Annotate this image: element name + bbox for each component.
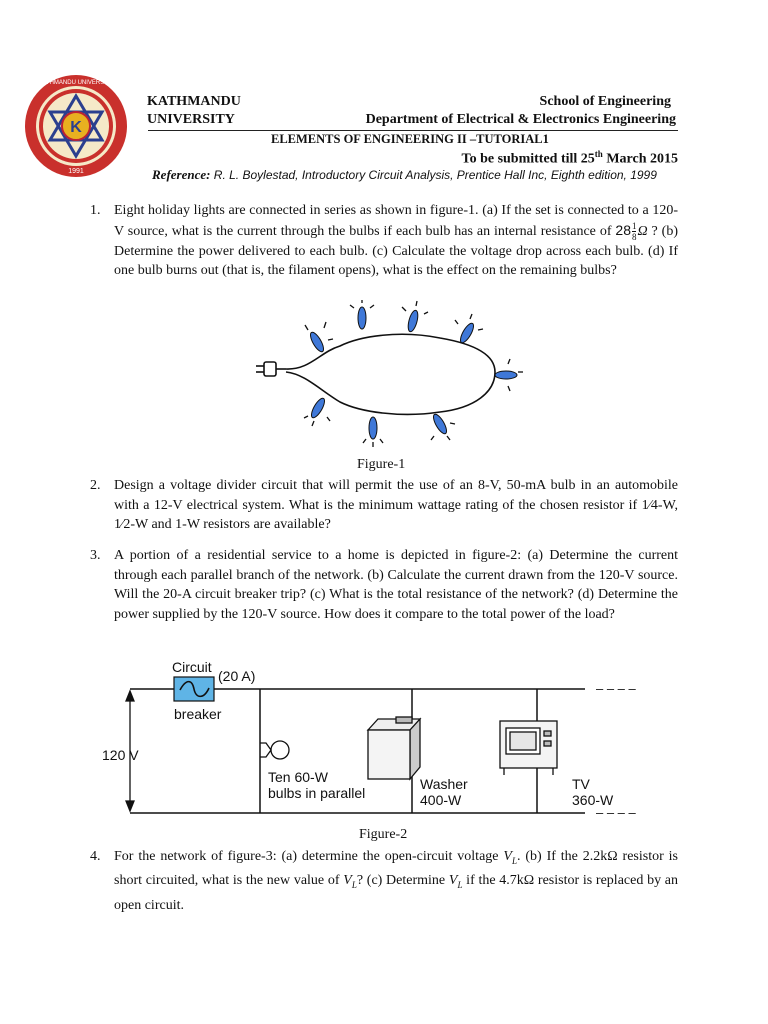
course-title: ELEMENTS OF ENGINEERING II –TUTORIAL1 — [271, 132, 549, 146]
tv-label-2: 360-W — [572, 792, 614, 808]
question-1: 1. Eight holiday lights are connected in series as shown in figure-1. (a) If the set is connected to a 120-V source, what is the current through the bulbs if each bulb has an internal resistance of 28 $\frac{1}{8}$ Ω ? (b) Determine the power delivered to each bulb. (c) Calculate the voltage drop across each bulb. (d) If one bulb burns out (that is, the filament opens), what is the effect on the remaining bulbs? — [90, 203, 678, 279]
header-divider — [148, 130, 678, 131]
logo-text-top: KATHMANDU UNIVERSITY — [38, 80, 114, 86]
university-name-line1: KATHMANDU — [147, 94, 241, 109]
tv-label-1: TV — [572, 776, 590, 792]
question-3: 3. A portion of a residential service to a home is depicted in figure-2: (a) Determine the current through each parallel branch of the network. (b) Calculate the current drawn from the 120-V source. Will the 20-A circuit breaker trip? (c) What is the total resistance of the network? (d) Determine the power supplied by the 120-V source. How does it compare to the total power of the load? — [90, 548, 678, 622]
breaker-label-bottom: breaker — [174, 706, 222, 722]
bulbs-label-1: Ten 60-W — [268, 769, 328, 785]
bottom-wire-continuation: – – – – — [596, 805, 636, 820]
bulbs-label-2: bulbs in parallel — [268, 785, 366, 801]
figure-1-caption: Figure-1 — [357, 457, 406, 472]
question-4: 4. For the network of figure-3: (a) determine the open-circuit voltage $V_L$. (b) If the 2.2kΩ resistor is short circuited, what is the new value of $V_L$? (c) Determine $V_L$ if the 4.7kΩ resistor is replaced by an open circuit. — [90, 849, 679, 913]
university-logo — [22, 72, 130, 180]
reference-line: Reference: R. L. Boylestad, Introductory Circuit Analysis, Prentice Hall Inc, Eighth edition, 1999 — [152, 167, 657, 182]
logo-text-bottom: 1991 — [68, 168, 84, 175]
source-voltage: 120 V — [102, 747, 139, 763]
submission-date: To be submitted till 25th March 2015 — [461, 149, 678, 167]
washer-label-2: 400-W — [420, 792, 462, 808]
breaker-rating: (20 A) — [218, 668, 256, 684]
university-name-line2: UNIVERSITY — [147, 112, 235, 127]
figure-2-residential-circuit — [100, 655, 660, 825]
figure-1-holiday-lights — [250, 300, 530, 450]
figure-2-caption: Figure-2 — [359, 827, 408, 842]
question-2: 2. Design a voltage divider circuit that will permit the use of an 8-V, 50-mA bulb in an automobile with a 12-V electrical system. What is the minimum wattage rating of the chosen resistor if 1⁄4-W, 1⁄2-W and 1-W resistors are available? — [90, 478, 678, 532]
top-wire-continuation: – – – – — [596, 681, 636, 696]
washer-label-1: Washer — [420, 776, 468, 792]
school-name: School of Engineering — [539, 94, 671, 109]
breaker-label-top: Circuit — [172, 659, 212, 675]
logo-letter: K — [70, 119, 82, 136]
department-name: Department of Electrical & Electronics Engineering — [365, 112, 676, 127]
